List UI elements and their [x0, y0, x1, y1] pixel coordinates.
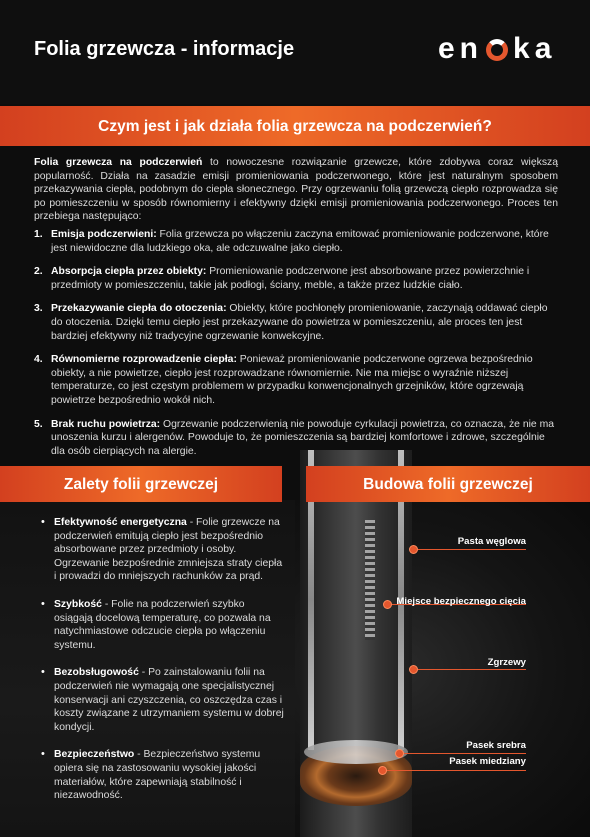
- advantage-title: Efektywność energetyczna: [54, 517, 187, 528]
- callout-label-silver-strip: Pasek srebra: [466, 740, 526, 751]
- structure-section-band: [306, 466, 590, 502]
- step-number: 5.: [34, 418, 43, 430]
- step-title: Absorpcja ciepła przez obiekty:: [51, 266, 207, 278]
- step-number: 4.: [34, 354, 43, 366]
- step-number: 2.: [34, 266, 43, 278]
- advantage-text: - Po zainstalowaniu folii na podczerwień nie wymagają one specjalistycznej konserwacji ani czyszczenia, co oszczędza czas i koszty związane z utrzymaniem systemu w dobrej kondycji.: [54, 667, 284, 733]
- intro-lead: Folia grzewcza na podczerwień: [34, 157, 203, 168]
- step-title: Brak ruchu powietrza:: [51, 418, 161, 430]
- intro-paragraph: [34, 156, 558, 224]
- step-text: Ogrzewanie podczerwienią nie powoduje cyrkulacji powietrza, co oznacza, że nie ma unoszenia kurzu i alergenów. Powoduje to, że pomieszczenia są bardziej komfortowe i zdrowe, szczególnie dla osób cierpiących na alergie.: [51, 418, 555, 457]
- step-text: Folia grzewcza po włączeniu zaczyna emitować promieniowanie podczerwone, które jest niewidoczne dla ludzkiego oka, ale odczuwalne jako ciepło.: [51, 229, 549, 254]
- callout-label-safe-cut: Miejsce bezpiecznego cięcia: [396, 596, 526, 607]
- film-roll-top: [304, 740, 408, 764]
- callout-line: [418, 549, 526, 550]
- brand-logo: [438, 32, 556, 66]
- advantages-section-band: [0, 466, 282, 502]
- callout-dot: [409, 665, 418, 674]
- callout-dot: [395, 749, 404, 758]
- list-item: [54, 598, 284, 652]
- film-print-marks: [365, 520, 375, 640]
- page-title: Folia grzewcza - informacje: [34, 38, 295, 60]
- advantage-text: - Bezpieczeństwo systemu opiera się na zastosowaniu wysokiej jakości materiałów, które zapewniają stabilność i niezawodność.: [54, 749, 261, 802]
- process-steps-list: [34, 228, 558, 468]
- intro-text: to nowoczesne rozwiązanie grzewcze, które zdobywa coraz większą popularność. Działa na zasadzie emisji promieniowania podczerwonego, które jest naturalnym sposobem przekazywania ciepła, podobnym do ciepła słonecznego. Przy ogrzewaniu folią grzewczą ciepło rozprowadza się po pomieszczeniu w sposób równomierny i efektywny dzięki emisji promieniowania podczerwonego. Proces ten przebiega następująco:: [34, 157, 558, 223]
- list-item: [34, 302, 558, 343]
- callout-label-welds: Zgrzewy: [487, 657, 526, 668]
- callout-label-copper-strip: Pasek miedziany: [449, 756, 526, 767]
- page-header: [0, 0, 590, 104]
- step-title: Przekazywanie ciepła do otoczenia:: [51, 303, 227, 315]
- advantages-list: [54, 516, 284, 817]
- callout-line: [387, 770, 526, 771]
- callout-line: [418, 669, 526, 670]
- logo-text-left: en: [438, 32, 484, 65]
- step-text: Ponieważ promieniowanie podczerwone ogrzewa bezpośrednio obiekty, a nie powietrze, ciepło jest rozprowadzane równomiernie. Nie ma miejsc o wyraźnie niższej temperaturze, co jest częstym problemem w przypadku konwencjonalnych grzejników, które ogrzewają powietrze bezpośrednio wokół nich.: [51, 354, 533, 406]
- callout-dot: [378, 766, 387, 775]
- main-section-band: [0, 106, 590, 146]
- advantage-text: - Folie na podczerwień szybko osiągają docelową temperaturę, co pozwala na natychmiastowe odczucie ciepła po włączeniu systemu.: [54, 598, 271, 651]
- callout-label-carbon-paste: Pasta węglowa: [457, 536, 526, 547]
- list-item: [34, 265, 558, 292]
- advantages-section-title: Zalety folii grzewczej: [63, 476, 219, 493]
- list-item: [54, 516, 284, 584]
- logo-text-right: ka: [513, 32, 557, 65]
- list-item: [54, 748, 284, 802]
- list-item: [34, 418, 558, 459]
- advantage-title: Bezobsługowość: [54, 667, 139, 679]
- callout-line: [404, 753, 526, 754]
- step-number: 1.: [34, 229, 43, 240]
- logo-ring-icon: [486, 39, 508, 61]
- list-item: [34, 353, 558, 407]
- advantage-title: Bezpieczeństwo: [54, 749, 135, 761]
- step-title: Równomierne rozprowadzenie ciepła:: [51, 354, 237, 366]
- step-title: Emisja podczerwieni:: [51, 229, 157, 240]
- list-item: [54, 666, 284, 734]
- step-text: Obiekty, które pochłonęły promieniowanie, zaczynają oddawać ciepło do otoczenia. Dzięki temu ciepło jest przekazywane do powietrza w pomieszczeniu, ale proces ten jest bardziej efektywny niż tradycyjne ogrzewanie konwekcyjne.: [51, 303, 548, 342]
- advantage-title: Szybkość: [54, 598, 102, 610]
- list-item: [34, 228, 558, 255]
- advantage-text: - Folie grzewcze na podczerwień emitują ciepło jest bezpośrednio absorbowane przez przedmioty i osoby. Ogrzewanie bezpośrednie zmniejsza straty ciepła i prowadzi do mniejszych rachunków za prąd.: [54, 517, 283, 583]
- main-section-title: Czym jest i jak działa folia grzewcza na podczerwień?: [98, 118, 492, 135]
- callout-dot: [409, 545, 418, 554]
- structure-section-title: Budowa folii grzewczej: [363, 476, 533, 493]
- step-text: Promieniowanie podczerwone jest absorbowane przez powierzchnie i przedmioty w pomieszczeniu, takie jak podłogi, ściany, meble, a także przez ludzkie ciało.: [51, 266, 530, 291]
- step-number: 3.: [34, 303, 43, 315]
